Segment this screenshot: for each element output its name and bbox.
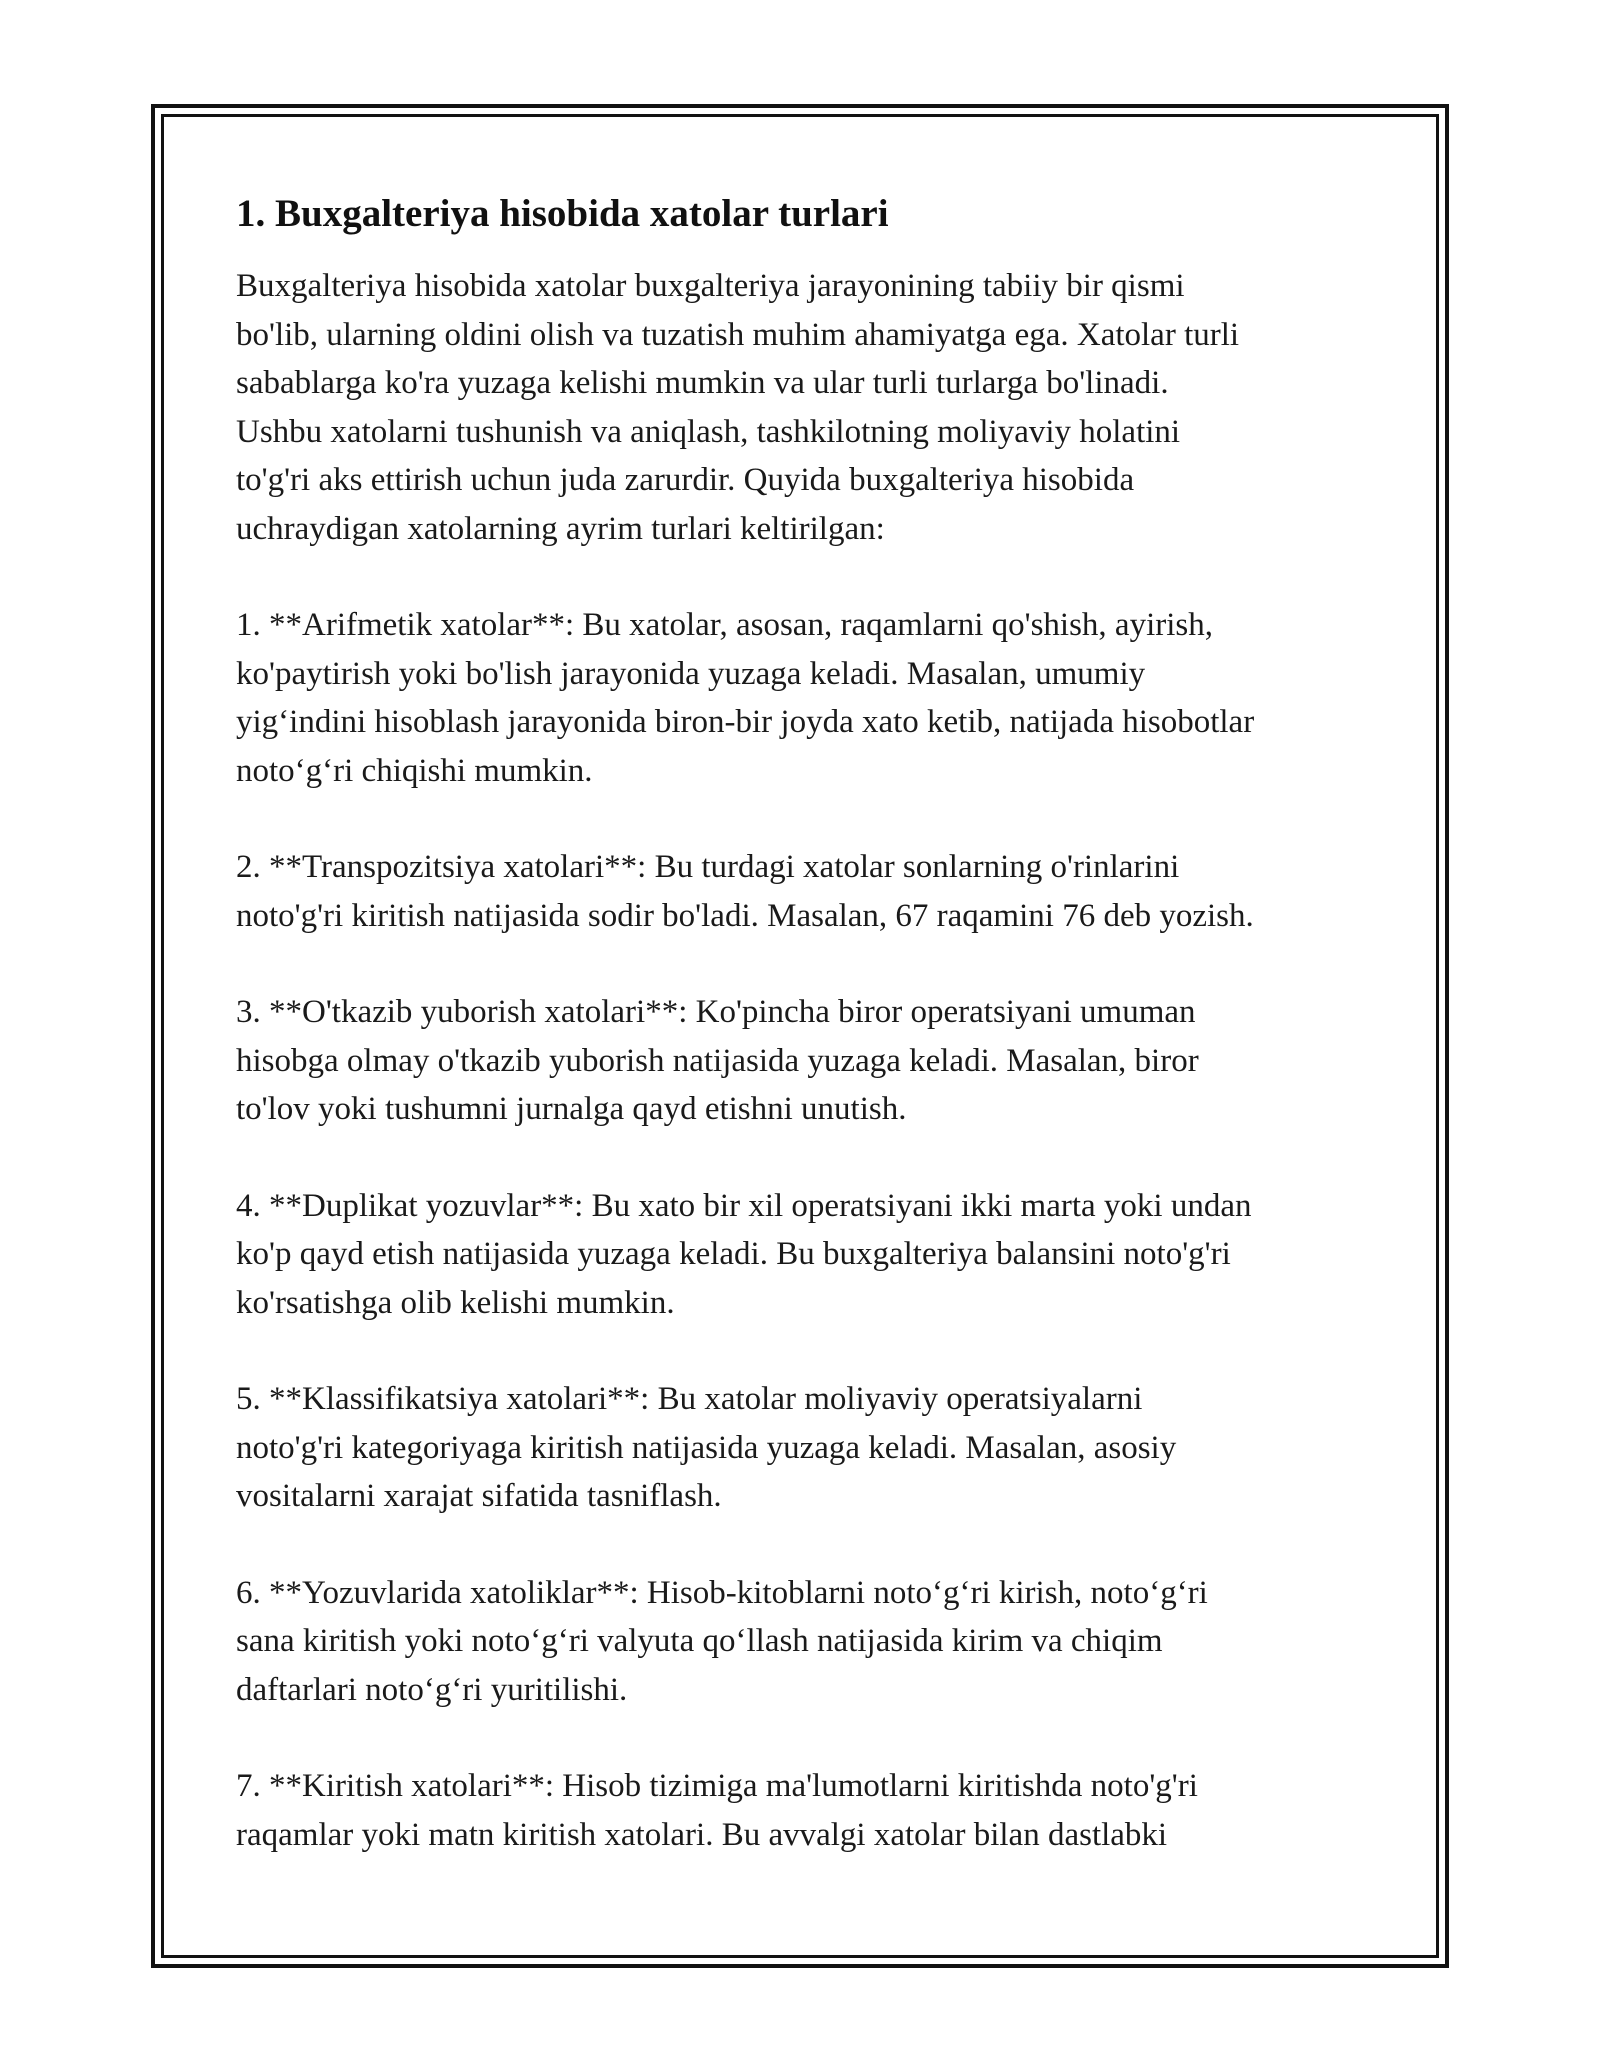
intro-paragraph: Buxgalteriya hisobida xatolar buxgalteriya jarayonining tabiiy bir qismi bo'lib, ularning oldini olish va tuzatish muhim ahamiyatga ega. Xatolar turli sabablarga ko'ra yuzaga kelishi mumkin va ular turli turlarga bo'linadi. Ushbu xatolarni tushunish va aniqlash, tashkilotning moliyaviy holatini to'g'ri aks ettirish uchun juda zarurdir. Quyida buxgalteriya hisobida uchraydigan xatolarning ayrim turlari keltirilgan: [236, 268, 1240, 547]
list-item-duplicate-entries: 4. **Duplikat yozuvlar**: Bu xato bir xil operatsiyani ikki marta yoki undan ko'p qayd etish natijasida yuzaga keladi. Bu buxgalteriya balansini noto'g'ri ko'rsatishga olib kelishi mumkin. [236, 1187, 1252, 1321]
list-item-classification-errors: 5. **Klassifikatsiya xatolari**: Bu xatolar moliyaviy operatsiyalarni noto'g'ri kategoriyaga kiritish natijasida yuzaga keladi. Masalan, asosiy vositalarni xarajat sifatida tasniflash. [236, 1381, 1177, 1514]
list-item-arithmetic-errors: 1. **Arifmetik xatolar**: Bu xatolar, asosan, raqamlarni qo'shish, ayirish, ko'paytirish yoki bo'lish jarayonida yuzaga keladi. Masalan, umumiy yig‘indini hisoblash jarayonida biron-bir joyda xato ketib, natijada hisobotlar noto‘g‘ri chiqishi mumkin. [236, 607, 1255, 789]
document-title: 1. Buxgalteriya hisobida xatolar turlari [236, 192, 889, 235]
list-item-record-errors: 6. **Yozuvlarida xatoliklar**: Hisob-kitoblarni noto‘g‘ri kirish, noto‘g‘ri sana kiritish yoki noto‘g‘ri valyuta qo‘llash natijasida kirim va chiqim daftarlari noto‘g‘ri yuritilishi. [236, 1574, 1208, 1708]
list-item-omission-errors: 3. **O'tkazib yuborish xatolari**: Ko'pincha biror operatsiyani umuman hisobga olmay o'tkazib yuborish natijasida yuzaga keladi. Masalan, biror to'lov yoki tushumni jurnalga qayd etishni unutish. [236, 994, 1199, 1127]
list-item-transposition-errors: 2. **Transpozitsiya xatolari**: Bu turdagi xatolar sonlarning o'rinlarini noto'g'ri kiritish natijasida sodir bo'ladi. Masalan, 67 raqamini 76 deb yozish. [236, 849, 1254, 934]
list-item-input-errors: 7. **Kiritish xatolari**: Hisob tizimiga ma'lumotlarni kiritishda noto'g'ri raqamlar yoki matn kiritish xatolari. Bu avvalgi xatolar bilan dastlabki [236, 1768, 1198, 1853]
document-body [236, 188, 1376, 1907]
